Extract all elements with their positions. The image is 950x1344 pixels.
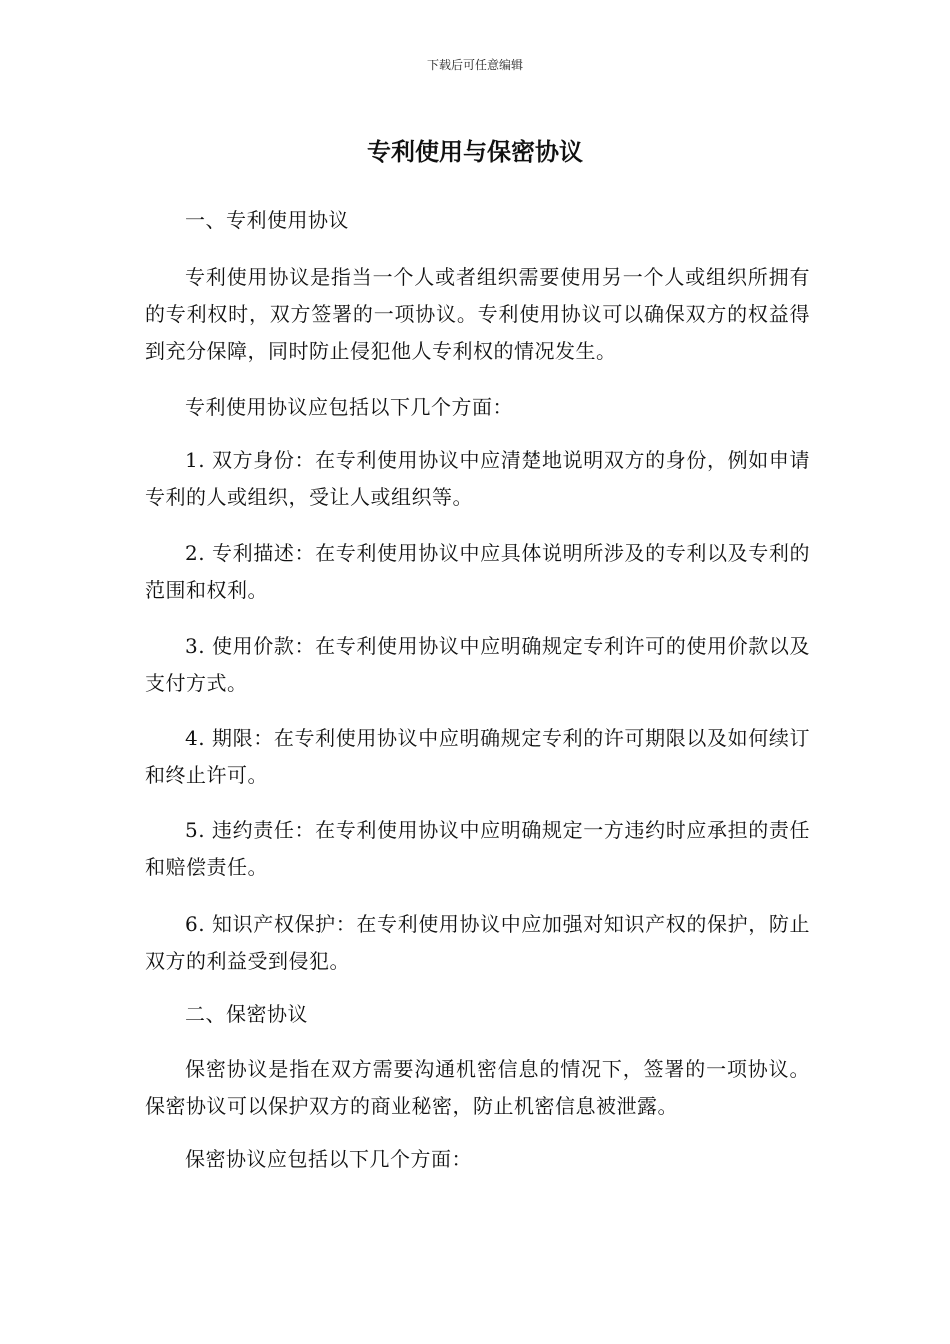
section-heading-text: 二、保密协议 <box>185 1002 308 1026</box>
list-item-text: 6. 知识产权保护：在专利使用协议中应加强对知识产权的保护，防止双方的利益受到侵犯。 <box>145 912 810 973</box>
section2-list-intro <box>145 1141 810 1178</box>
list-item-text: 4. 期限：在专利使用协议中应明确规定专利的许可期限以及如何续订和终止许可。 <box>145 726 810 787</box>
paragraph: 专利使用协议应包括以下几个方面： <box>185 395 513 419</box>
section1-heading <box>145 202 810 239</box>
list-item <box>145 906 810 980</box>
section2-intro <box>145 1051 810 1125</box>
list-item-text: 2. 专利描述：在专利使用协议中应具体说明所涉及的专利以及专利的范围和权利。 <box>145 541 810 602</box>
section2-heading <box>145 996 810 1033</box>
list-item <box>145 535 810 609</box>
paragraph: 专利使用协议是指当一个人或者组织需要使用另一个人或组织所拥有的专利权时，双方签署的一项协议。专利使用协议可以确保双方的权益得到充分保障，同时防止侵犯他人专利权的情况发生。 <box>145 265 810 363</box>
list-item-text: 3. 使用价款：在专利使用协议中应明确规定专利许可的使用价款以及支付方式。 <box>145 634 810 695</box>
list-item <box>145 812 810 886</box>
paragraph: 保密协议应包括以下几个方面： <box>185 1147 472 1171</box>
section1-intro <box>145 259 810 370</box>
section-heading-text: 一、专利使用协议 <box>185 208 349 232</box>
section1-list-intro <box>145 389 810 426</box>
list-item <box>145 442 810 516</box>
list-item <box>145 628 810 702</box>
header-note: 下载后可任意编辑 <box>426 58 523 72</box>
list-item-text: 1. 双方身份：在专利使用协议中应清楚地说明双方的身份，例如申请专利的人或组织，受让人或组织等。 <box>145 448 810 509</box>
document-title: 专利使用与保密协议 <box>367 138 583 166</box>
paragraph: 保密协议是指在双方需要沟通机密信息的情况下，签署的一项协议。保密协议可以保护双方的商业秘密，防止机密信息被泄露。 <box>145 1057 810 1118</box>
list-item <box>145 720 810 794</box>
list-item-text: 5. 违约责任：在专利使用协议中应明确规定一方违约时应承担的责任和赔偿责任。 <box>145 818 810 879</box>
